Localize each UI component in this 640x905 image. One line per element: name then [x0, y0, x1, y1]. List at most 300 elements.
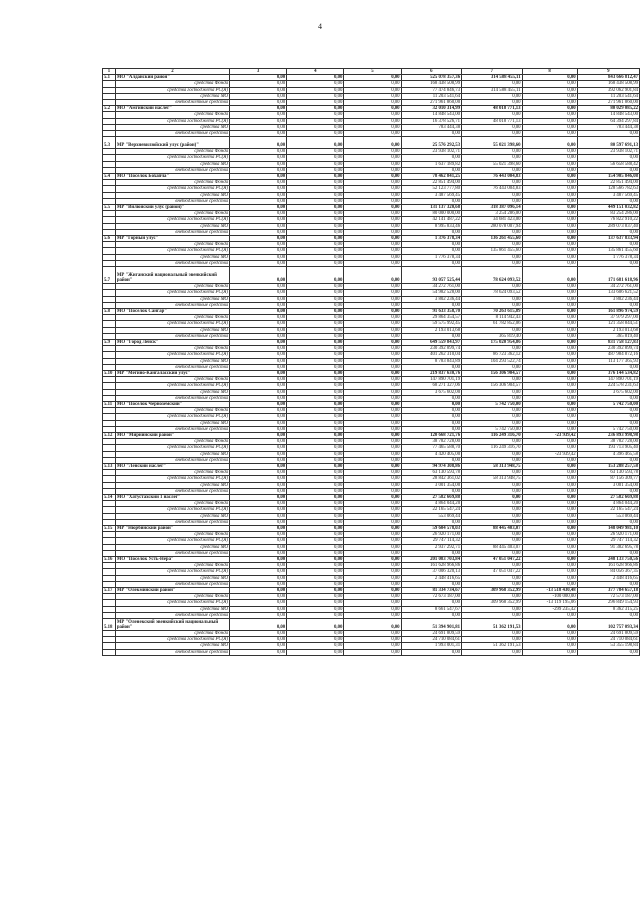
amount-cell: 271 961 860,00 — [401, 100, 462, 106]
amount-cell: 0,00 — [287, 470, 344, 476]
row-number-cell: 5.13 — [103, 463, 116, 469]
funding-source-label: средства Фонда — [115, 81, 229, 87]
amount-cell: 0,00 — [522, 482, 577, 488]
amount-cell: 0,00 — [230, 248, 287, 254]
amount-cell: 91 633 358,70 — [401, 308, 462, 314]
amount-cell: 0,00 — [344, 557, 401, 563]
amount-cell: 58 313 948,75 — [462, 463, 523, 469]
amount-cell: 0,00 — [344, 513, 401, 519]
amount-cell: 11 203 541,64 — [401, 93, 462, 99]
amount-cell: 0,00 — [344, 544, 401, 550]
amount-cell: 0,00 — [287, 118, 344, 124]
amount-cell: 0,00 — [287, 501, 344, 507]
amount-cell: 0,00 — [230, 637, 287, 643]
amount-cell: 5 742 750,00 — [577, 401, 639, 407]
funding-source-label: внебюджетные средства — [115, 488, 229, 494]
amount-cell: 0,00 — [287, 93, 344, 99]
amount-cell: 0,00 — [287, 205, 344, 211]
amount-cell: 0,00 — [230, 439, 287, 445]
amount-cell: 93 057 525,44 — [401, 267, 462, 284]
amount-cell: 0,00 — [287, 131, 344, 137]
amount-cell: 0,00 — [287, 631, 344, 637]
amount-cell: 0,00 — [522, 267, 577, 284]
amount-cell: 0,00 — [344, 575, 401, 581]
amount-cell: 22 851 494,00 — [401, 180, 462, 186]
amount-cell: 0,00 — [230, 106, 287, 112]
amount-cell: 0,00 — [230, 377, 287, 383]
amount-cell: 0,00 — [287, 401, 344, 407]
municipality-name: МО "Поселок Черноземский" — [115, 401, 229, 407]
amount-cell: 0,00 — [230, 149, 287, 155]
amount-cell: 0,00 — [287, 352, 344, 358]
municipality-name: МО "Мирнинский район" — [115, 432, 229, 438]
amount-cell: 0,00 — [230, 254, 287, 260]
amount-cell: 0,00 — [344, 205, 401, 211]
amount-cell: 0,00 — [344, 290, 401, 296]
amount-cell: 0,00 — [287, 339, 344, 345]
amount-cell: 0,00 — [287, 544, 344, 550]
amount-cell: 0,00 — [344, 588, 401, 594]
column-number-cell: 5 — [344, 69, 401, 75]
amount-cell: 0,00 — [522, 192, 577, 198]
amount-cell: 0,00 — [344, 631, 401, 637]
amount-cell: 0,00 — [401, 364, 462, 370]
amount-cell: 0,00 — [287, 106, 344, 112]
amount-cell: 0,00 — [344, 370, 401, 376]
amount-cell: 309 968 352,99 — [462, 588, 523, 594]
amount-cell: 2 193 013,68 — [401, 327, 462, 333]
amount-cell: 0,00 — [344, 532, 401, 538]
amount-cell: 135 861 455,60 — [577, 248, 639, 254]
amount-cell: 72 573 187,00 — [577, 594, 639, 600]
amount-cell: 2 448 416,65 — [577, 575, 639, 581]
funding-source-label: средства госбюджета РС(Я) — [115, 445, 229, 451]
funding-source-label: средства госбюджета РС(Я) — [115, 414, 229, 420]
funding-table-body — [103, 69, 640, 656]
amount-cell: 0,00 — [344, 501, 401, 507]
amount-cell: 51 362 191,53 — [462, 643, 523, 649]
funding-source-label: внебюджетные средства — [115, 649, 229, 655]
amount-cell: 280 078 007,94 — [462, 223, 523, 229]
amount-cell: 0,00 — [287, 248, 344, 254]
amount-cell: 318 387 096,14 — [462, 205, 523, 211]
amount-cell: 0,00 — [287, 476, 344, 482]
amount-cell: 0,00 — [522, 507, 577, 513]
amount-cell: 72 673 187,00 — [401, 594, 462, 600]
amount-cell: 0,00 — [230, 538, 287, 544]
amount-cell: 0,00 — [344, 211, 401, 217]
amount-cell: 553 069,44 — [401, 513, 462, 519]
amount-cell: 0,00 — [230, 544, 287, 550]
amount-cell: 0,00 — [230, 192, 287, 198]
amount-cell: 153 288 257,58 — [577, 463, 639, 469]
amount-cell: 0,00 — [522, 308, 577, 314]
funding-source-label: средства МО — [115, 327, 229, 333]
column-number-cell: 9 — [577, 69, 639, 75]
amount-cell: 0,00 — [577, 414, 639, 420]
amount-cell: 0,00 — [401, 167, 462, 173]
amount-cell: 0,00 — [287, 211, 344, 217]
amount-cell: 0,00 — [577, 229, 639, 235]
amount-cell: 0,00 — [344, 186, 401, 192]
amount-cell: 1 776 378,34 — [577, 254, 639, 260]
amount-cell: 0,00 — [462, 242, 523, 248]
amount-cell: 0,00 — [577, 550, 639, 556]
amount-cell: 0,00 — [401, 302, 462, 308]
amount-cell: 0,00 — [401, 488, 462, 494]
amount-cell: 29 864 354,57 — [401, 315, 462, 321]
amount-cell: 0,00 — [462, 581, 523, 587]
amount-cell: 0,00 — [522, 445, 577, 451]
amount-cell: 0,00 — [287, 267, 344, 284]
amount-cell: 0,00 — [462, 229, 523, 235]
amount-cell: 309 968 352,99 — [462, 600, 523, 606]
amount-cell: 0,00 — [522, 302, 577, 308]
amount-cell: 168 438 508,99 — [401, 81, 462, 87]
amount-cell: 0,00 — [522, 131, 577, 137]
row-number-cell — [103, 649, 116, 655]
amount-cell: 0,00 — [462, 594, 523, 600]
amount-cell: 2 448 416,65 — [401, 575, 462, 581]
amount-cell: 0,00 — [230, 358, 287, 364]
amount-cell: 0,00 — [344, 637, 401, 643]
amount-cell: 0,00 — [287, 327, 344, 333]
amount-cell: 0,00 — [577, 581, 639, 587]
amount-cell: 0,00 — [344, 302, 401, 308]
amount-cell: 0,00 — [462, 167, 523, 173]
amount-cell: 0,00 — [462, 575, 523, 581]
row-number-cell: 5.11 — [103, 401, 116, 407]
amount-cell: 0,00 — [344, 327, 401, 333]
amount-cell: 0,00 — [230, 513, 287, 519]
amount-cell: 0,00 — [522, 327, 577, 333]
amount-cell: 0,00 — [344, 167, 401, 173]
amount-cell: 553 069,44 — [577, 513, 639, 519]
amount-cell: 0,00 — [522, 229, 577, 235]
amount-cell: 0,00 — [522, 167, 577, 173]
amount-cell: 0,00 — [344, 248, 401, 254]
amount-cell: 28 842 361,02 — [401, 476, 462, 482]
funding-source-label: средства МО — [115, 389, 229, 395]
amount-cell: 0,00 — [462, 112, 523, 118]
amount-cell: 0,00 — [522, 383, 577, 389]
amount-cell: 0,00 — [230, 557, 287, 563]
amount-cell: 0,00 — [462, 296, 523, 302]
amount-cell: 649 559 843,97 — [401, 339, 462, 345]
funding-source-label: средства МО — [115, 420, 229, 426]
amount-cell: 133 606 621,52 — [577, 290, 639, 296]
municipality-name: МО "Алданский район" — [115, 75, 229, 81]
municipality-row — [103, 137, 640, 149]
amount-cell: 0,00 — [344, 519, 401, 525]
amount-cell: 0,00 — [287, 161, 344, 167]
amount-cell: 0,00 — [344, 439, 401, 445]
amount-cell: 0,00 — [522, 513, 577, 519]
amount-cell: 47 051 047,22 — [462, 557, 523, 563]
amount-cell: 0,00 — [344, 242, 401, 248]
municipality-name: МР "Нюрбинский район" — [115, 526, 229, 532]
amount-cell: 3 802 236,44 — [577, 296, 639, 302]
amount-cell: 0,00 — [577, 612, 639, 618]
amount-cell: 0,00 — [344, 131, 401, 137]
amount-cell: 0,00 — [230, 333, 287, 339]
amount-cell: 0,00 — [522, 501, 577, 507]
amount-cell: 0,00 — [287, 395, 344, 401]
amount-cell: 0,00 — [344, 495, 401, 501]
amount-cell: 0,00 — [230, 137, 287, 149]
amount-cell: 2 937 292,71 — [401, 544, 462, 550]
amount-cell: 0,00 — [230, 167, 287, 173]
amount-cell: 0,00 — [522, 420, 577, 426]
amount-cell: 0,00 — [287, 192, 344, 198]
amount-cell: 0,00 — [287, 575, 344, 581]
amount-cell: 0,00 — [462, 513, 523, 519]
amount-cell: 0,00 — [287, 315, 344, 321]
funding-table — [102, 68, 640, 656]
amount-cell: 0,00 — [577, 420, 639, 426]
amount-cell: 230 392 899,74 — [401, 346, 462, 352]
amount-cell: 156 306 904,57 — [462, 370, 523, 376]
amount-cell: 63 130 593,78 — [577, 470, 639, 476]
amount-cell: 0,00 — [287, 383, 344, 389]
amount-cell: 843 666 812,47 — [577, 75, 639, 81]
amount-cell: 0,00 — [522, 87, 577, 93]
amount-cell: 0,00 — [401, 131, 462, 137]
amount-cell: 175 020 954,86 — [462, 339, 523, 345]
amount-cell: 0,00 — [344, 223, 401, 229]
amount-cell: 0,00 — [344, 296, 401, 302]
amount-cell: 0,00 — [522, 370, 577, 376]
amount-cell: 0,00 — [344, 81, 401, 87]
amount-cell: 0,00 — [522, 81, 577, 87]
amount-cell: 0,00 — [462, 451, 523, 457]
amount-cell: 0,00 — [401, 198, 462, 204]
row-number-cell: 5.17 — [103, 588, 116, 594]
column-number-cell: 3 — [230, 69, 287, 75]
amount-cell: 0,00 — [287, 167, 344, 173]
amount-cell: 0,00 — [401, 414, 462, 420]
amount-cell: 449 151 032,82 — [577, 205, 639, 211]
amount-cell: 0,00 — [401, 260, 462, 266]
amount-cell: 0,00 — [344, 383, 401, 389]
amount-cell: 0,00 — [462, 482, 523, 488]
amount-cell: 0,00 — [230, 161, 287, 167]
amount-cell: 0,00 — [462, 495, 523, 501]
amount-cell: 0,00 — [522, 649, 577, 655]
amount-cell: 219 837 630,76 — [401, 370, 462, 376]
amount-cell: 0,00 — [230, 211, 287, 217]
amount-cell: 0,00 — [230, 463, 287, 469]
amount-cell: 0,00 — [522, 118, 577, 124]
amount-cell: 0,00 — [344, 93, 401, 99]
funding-source-label: средства госбюджета РС(Я) — [115, 600, 229, 606]
amount-cell: 0,00 — [230, 217, 287, 223]
amount-cell: 4 864 044,20 — [577, 501, 639, 507]
amount-cell: 0,00 — [522, 260, 577, 266]
amount-cell: 0,00 — [522, 569, 577, 575]
amount-cell: 94 974 308,86 — [401, 463, 462, 469]
amount-cell: 0,00 — [287, 296, 344, 302]
amount-cell: -23 939,42 — [522, 451, 577, 457]
amount-cell: 0,00 — [344, 284, 401, 290]
funding-source-label: средства МО — [115, 192, 229, 198]
amount-cell: 0,00 — [344, 267, 401, 284]
amount-cell: 831 758 127,83 — [577, 339, 639, 345]
amount-cell: 0,00 — [462, 395, 523, 401]
amount-cell: 0,00 — [522, 519, 577, 525]
amount-cell: 0,00 — [344, 463, 401, 469]
funding-source-label: средства госбюджета РС(Я) — [115, 507, 229, 513]
amount-cell: 0,00 — [401, 420, 462, 426]
amount-cell: 0,00 — [462, 439, 523, 445]
amount-cell: 0,00 — [230, 308, 287, 314]
funding-source-label: средства Фонда — [115, 211, 229, 217]
amount-cell: 0,00 — [344, 649, 401, 655]
row-number-cell: 5.14 — [103, 495, 116, 501]
amount-cell: 81 334 734,67 — [401, 588, 462, 594]
amount-cell: 0,00 — [522, 463, 577, 469]
funding-source-label: средства МО — [115, 161, 229, 167]
amount-cell: 0,00 — [577, 302, 639, 308]
funding-source-label: внебюджетные средства — [115, 581, 229, 587]
amount-cell: 0,00 — [462, 507, 523, 513]
amount-cell: 365 819,40 — [462, 333, 523, 339]
amount-cell: 0,00 — [522, 414, 577, 420]
amount-cell: 0,00 — [287, 186, 344, 192]
amount-cell: 0,00 — [287, 519, 344, 525]
amount-cell: 34 272 761,00 — [577, 284, 639, 290]
amount-cell: 4 396 465,58 — [577, 451, 639, 457]
amount-cell: 0,00 — [577, 198, 639, 204]
amount-cell: 0,00 — [462, 550, 523, 556]
funding-source-label: внебюджетные средства — [115, 395, 229, 401]
amount-cell: 0,00 — [230, 321, 287, 327]
amount-cell: 0,00 — [230, 290, 287, 296]
amount-cell: 38 782 728,00 — [577, 439, 639, 445]
amount-cell: 0,00 — [230, 420, 287, 426]
amount-cell: 0,00 — [230, 339, 287, 345]
amount-cell: 0,00 — [230, 93, 287, 99]
amount-cell: 0,00 — [344, 364, 401, 370]
amount-cell: 0,00 — [287, 463, 344, 469]
amount-cell: 0,00 — [230, 563, 287, 569]
amount-cell: 0,00 — [287, 457, 344, 463]
amount-cell: 2 193 013,68 — [577, 327, 639, 333]
funding-source-label: средства Фонда — [115, 439, 229, 445]
amount-cell: 51 362 191,53 — [462, 619, 523, 631]
amount-cell: 0,00 — [401, 612, 462, 618]
funding-source-label: средства МО — [115, 482, 229, 488]
amount-cell: 377 784 657,18 — [577, 588, 639, 594]
amount-cell: 0,00 — [522, 395, 577, 401]
amount-cell: 0,00 — [522, 284, 577, 290]
amount-cell: 0,00 — [230, 242, 287, 248]
amount-cell: 0,00 — [344, 149, 401, 155]
amount-cell: 0,00 — [230, 198, 287, 204]
amount-cell: 11 203 541,64 — [577, 93, 639, 99]
funding-source-label: средства госбюджета РС(Я) — [115, 383, 229, 389]
funding-source-label: внебюджетные средства — [115, 229, 229, 235]
amount-cell: 376 144 534,82 — [577, 370, 639, 376]
amount-cell: 54 982 528,00 — [401, 290, 462, 296]
amount-cell: 171 681 618,96 — [577, 267, 639, 284]
amount-cell: 0,00 — [462, 649, 523, 655]
amount-cell: 0,00 — [344, 124, 401, 130]
amount-cell: 0,00 — [230, 180, 287, 186]
amount-cell: 0,00 — [230, 457, 287, 463]
amount-cell: 0,00 — [230, 383, 287, 389]
amount-cell: 0,00 — [462, 563, 523, 569]
amount-cell: 0,00 — [287, 606, 344, 612]
amount-cell: 78 624 093,52 — [462, 290, 523, 296]
funding-source-label: средства МО — [115, 643, 229, 649]
amount-cell: 77 465 588,70 — [401, 445, 462, 451]
amount-cell: 0,00 — [344, 236, 401, 242]
amount-cell: 0,00 — [230, 581, 287, 587]
amount-cell: 0,00 — [230, 408, 287, 414]
amount-cell: 0,00 — [344, 581, 401, 587]
amount-cell: 0,00 — [287, 87, 344, 93]
amount-cell: 0,00 — [522, 236, 577, 242]
amount-cell: 0,00 — [462, 100, 523, 106]
amount-cell: 0,00 — [522, 631, 577, 637]
amount-cell: 23 938 102,71 — [577, 149, 639, 155]
amount-cell: 0,00 — [287, 439, 344, 445]
amount-cell: 0,00 — [287, 643, 344, 649]
amount-cell: 116 249 316,70 — [462, 445, 523, 451]
amount-cell: 8 114 942,43 — [462, 315, 523, 321]
amount-cell: 0,00 — [344, 161, 401, 167]
amount-cell: 0,00 — [287, 588, 344, 594]
amount-cell: 0,00 — [287, 198, 344, 204]
funding-source-label: средства Фонда — [115, 284, 229, 290]
amount-cell: 0,00 — [577, 395, 639, 401]
amount-cell: 0,00 — [522, 149, 577, 155]
amount-cell: 0,00 — [462, 302, 523, 308]
amount-cell: 77 474 846,73 — [401, 87, 462, 93]
municipality-name: МР "Оленекский эвенкийский национальный район" — [115, 619, 229, 631]
amount-cell: 0,00 — [287, 495, 344, 501]
amount-cell: 76 443 004,83 — [462, 186, 523, 192]
amount-cell: 0,00 — [287, 482, 344, 488]
amount-cell: 0,00 — [522, 339, 577, 345]
amount-cell: 0,00 — [344, 569, 401, 575]
amount-cell: 0,00 — [522, 186, 577, 192]
municipality-name: МР "Мегино-Кангаласский улус" — [115, 370, 229, 376]
amount-cell: 0,00 — [230, 600, 287, 606]
municipality-name: МР "Жиганский национальный эвенкийский район" — [115, 267, 229, 284]
amount-cell: 0,00 — [287, 242, 344, 248]
amount-cell: 0,00 — [522, 408, 577, 414]
amount-cell: 0,00 — [462, 198, 523, 204]
row-number-cell: 5.2 — [103, 106, 116, 112]
amount-cell: 37 979 297,00 — [577, 315, 639, 321]
amount-cell: 120 668 721,76 — [401, 432, 462, 438]
column-number-cell: 2 — [115, 69, 229, 75]
amount-cell: 0,00 — [230, 501, 287, 507]
amount-cell: 0,00 — [287, 507, 344, 513]
amount-cell: 0,00 — [344, 217, 401, 223]
amount-cell: 113 177 365,93 — [577, 358, 639, 364]
amount-cell: 0,00 — [230, 451, 287, 457]
funding-source-label: средства Фонда — [115, 242, 229, 248]
amount-cell: 0,00 — [287, 600, 344, 606]
amount-cell: 0,00 — [577, 488, 639, 494]
amount-cell: 0,00 — [462, 457, 523, 463]
amount-cell: 0,00 — [522, 538, 577, 544]
funding-source-label: средства Фонда — [115, 532, 229, 538]
amount-cell: 0,00 — [230, 131, 287, 137]
